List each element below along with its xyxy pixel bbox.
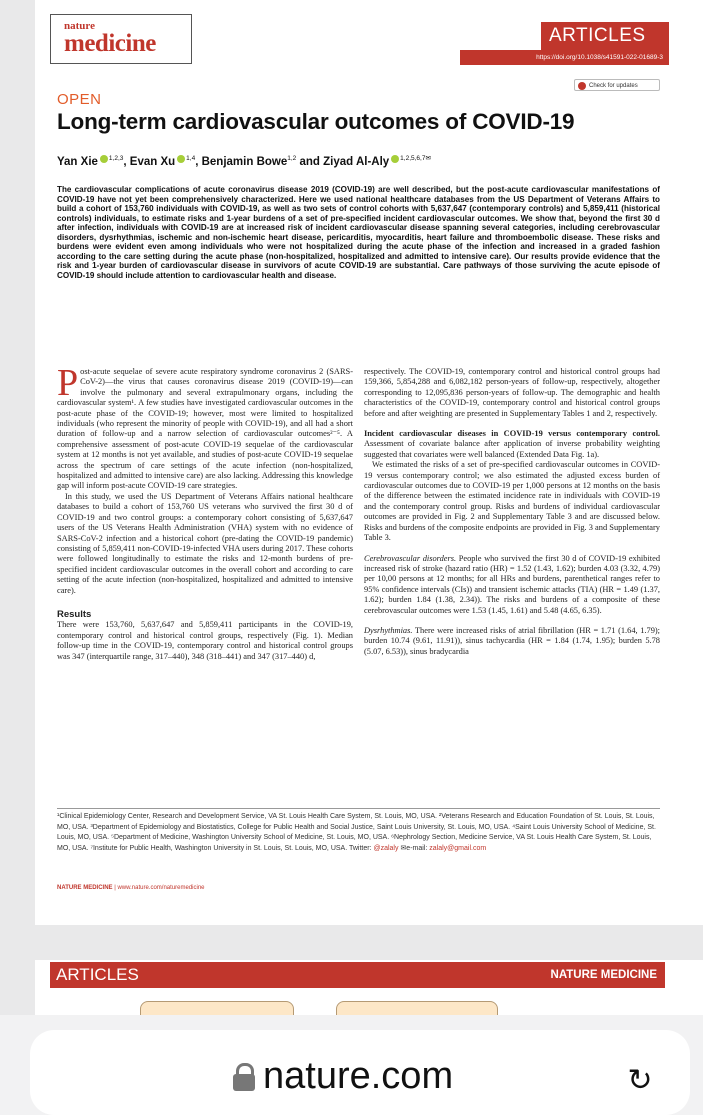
orcid-icon[interactable] <box>391 155 399 163</box>
body-paragraph: People who survived the first 30 d of COVID-19 exhibited increased risk of stroke (hazard ratio (HR) = 1.52 (1.43, 1.62); burden 4.03 (3.32, 4.79) per 10,00 persons at 12 months; for all HRs and burdens, parenthetical ranges refer to 95% confidence intervals (CIs)) and transient ischemic attacks (TIA) (HR = 1.49 (1.37, 1.62); burden 1.84 (1.38, 2.34)). The risks and burdens of a composite of these cerebrovascular outcomes were 1.53 (1.45, 1.61) and 5.48 (4.65, 6.35). <box>364 553 661 615</box>
drop-cap: P <box>57 362 79 404</box>
next-page-header <box>50 962 665 988</box>
check-updates-label: Check for updates <box>589 83 638 89</box>
author-affiliation: 1,2,5,6,7✉ <box>400 155 431 162</box>
lock-icon <box>233 1063 255 1091</box>
url-text[interactable]: nature.com <box>263 1055 454 1097</box>
body-column-left <box>57 362 353 662</box>
affiliations <box>57 812 660 855</box>
check-updates-button[interactable] <box>574 79 660 91</box>
section-heading-results: Results <box>57 608 92 620</box>
email-link[interactable]: zalaly@gmail.com <box>429 845 487 853</box>
author-name[interactable]: Benjamin Bowe <box>201 155 288 168</box>
author-list <box>57 154 431 168</box>
next-page-journal: NATURE MEDICINE <box>550 969 657 981</box>
footer-url[interactable]: | www.nature.com/naturemedicine <box>112 885 205 891</box>
author-name[interactable]: Ziyad Al-Aly <box>323 155 390 168</box>
author-affiliation: 1,2 <box>287 155 297 162</box>
affiliations-text: ¹Clinical Epidemiology Center, Research and Development Service, VA St. Louis Health Care System, St. Louis, MO, USA. ²Veterans Research and Education Foundation of St. Louis, St. Louis, MO, USA. ³Department of Epidemiology and Biostatistics, College for Public Health and Social Justice, Saint Louis University, St. Louis, MO, USA. ⁴Saint Louis University School of Medicine, St. Louis, MO, USA. ⁵Department of Medicine, Washington University School of Medicine, St. Louis, MO, USA. ⁶Nephrology Section, Medicine Service, VA St. Louis Health Care System, St. Louis, MO, USA. ⁷Institute for Public Health, Washington University in St. Louis, St. Louis, MO, USA. Twitter: <box>57 813 656 853</box>
body-paragraph: There were 153,760, 5,637,647 and 5,859,411 participants in the COVID-19, contemporary control and historical control groups, respectively (Fig. 1). Median follow-up time in the COVID-19, contemporary control and historical control groups was 347 (interquartile range, 317–440), 348 (318–441) and 347 (317–440) d, <box>57 620 353 661</box>
body-paragraph: In this study, we used the US Department of Veterans Affairs national healthcare databases to build a cohort of 153,760 US veterans who survived the first 30 d of COVID-19 and two control groups: a contemporary cohort consisting of 5,637,647 users of the US Veterans Health Administration (VHA) system with no evidence of SARS-CoV-2 infection and a historical cohort (pre-dating the COVID-19 pandemic) consisting of 5,859,411 non-COVID-19-infected VHA users during 2017. These cohorts were followed longitudinally to estimate the risks and 12-month burdens of pre-specified incident cardiovascular outcomes in the overall cohort and according to care setting of the acute infection (non-hospitalized, hospitalized and admitted to intensive care). <box>57 491 353 595</box>
body-paragraph: respectively. The COVID-19, contemporary control and historical control groups had 159,366, 5,854,288 and 6,082,182 person-years of follow-up, respectively, altogether corresponding to 12,095,836 person-years of follow-up. The demographic and health characteristics of the COVID-19, contemporary control and historical control groups before and after weighting are presented in Supplementary Tables 1 and 2, respectively. <box>364 367 660 418</box>
subsection-heading: Dysrhythmias. <box>364 625 413 635</box>
subsection-heading: Incident cardiovascular diseases in COVID-19 versus contemporary control. <box>364 429 660 439</box>
journal-logo[interactable] <box>50 14 192 64</box>
author-name[interactable]: Evan Xu <box>129 155 176 168</box>
footnote-divider <box>57 808 660 809</box>
author-affiliation: 1,4 <box>186 155 196 162</box>
open-access-label: OPEN <box>57 91 102 108</box>
footer-journal: NATURE MEDICINE <box>57 885 113 891</box>
logo-bottom: medicine <box>64 30 156 57</box>
author-separator: and <box>296 155 324 168</box>
abstract: The cardiovascular complications of acute coronavirus disease 2019 (COVID-19) are well described, but the post-acute cardiovascular manifestations of COVID-19 have not yet been comprehensively characterized. Here we used national healthcare databases from the US Department of Veterans Affairs to build a cohort of 153,760 individuals with COVID-19, as well as two sets of control cohorts with 5,637,647 (contemporary controls) and 5,859,411 (historical controls) individuals, to estimate risks and 1-year burdens of a set of pre-specified incident cardiovascular outcomes. We show that, beyond the first 30 d after infection, individuals with COVID-19 are at increased risk of incident cardiovascular disease spanning several categories, including cerebrovascular disorders, dysrhythmias, ischemic and non-ischemic heart disease, pericarditis, myocarditis, heart failure and thromboembolic disease. These risks and burdens were evident even among individuals who were not hospitalized during the acute phase of the infection and increased in a graded fashion according to the care setting during the acute phase (non-hospitalized, hospitalized and admitted to intensive care). Our results provide evidence that the risk and 1-year burden of cardiovascular disease in survivors of acute COVID-19 are substantial. Care pathways of those surviving the acute episode of COVID-19 should include attention to cardiovascular health and disease. <box>57 185 660 280</box>
subsection-heading: Cerebrovascular disorders. <box>364 553 457 563</box>
author-affiliation: 1,2,3 <box>108 155 124 162</box>
next-page-section: ARTICLES <box>56 965 139 984</box>
author-name[interactable]: Yan Xie <box>57 155 98 168</box>
body-paragraph: There were increased risks of atrial fibrillation (HR = 1.71 (1.64, 1.79); burden 10.74 (9.61, 11.91)), sinus tachycardia (HR = 1.84 (1.74, 1.95); burden 5.78 (5.07, 6.53)), sinus bradycardia <box>364 625 660 656</box>
twitter-link[interactable]: @zalaly <box>373 845 399 853</box>
author-separator: , <box>195 155 202 168</box>
logo-top: nature <box>64 20 95 32</box>
body-paragraph: We estimated the risks of a set of pre-specified cardiovascular outcomes in COVID-19 versus contemporary control; we also estimated the adjusted excess burden of cardiovascular outcomes due to COVID-19 per 1,000 persons at 12 months on the basis of the difference between the estimated incidence rate in individuals with COVID-19 and the contemporary control group. Risks and burdens of individual cardiovascular outcomes are provided in Fig. 2 and Supplementary Table 3 and are discussed below. Risks and burdens of the composite endpoints are provided in Fig. 3 and Supplementary Table 3. <box>364 460 660 543</box>
page-footer <box>57 885 205 891</box>
author-separator: , <box>123 155 130 168</box>
page-gap <box>0 925 703 960</box>
body-paragraph: Assessment of covariate balance after application of inverse probability weighting suggested that covariates were well balanced (Extended Data Fig. 1a). <box>364 439 660 459</box>
orcid-icon[interactable] <box>177 155 185 163</box>
email-label: ✉e-mail: <box>398 845 430 853</box>
section-badge: ARTICLES <box>541 22 669 50</box>
article-title: Long-term cardiovascular outcomes of COVID-19 <box>57 109 575 134</box>
reload-icon[interactable]: ↻ <box>627 1063 653 1098</box>
orcid-icon[interactable] <box>100 155 108 163</box>
body-paragraph: ost-acute sequelae of severe acute respiratory syndrome coronavirus 2 (SARS-CoV-2)—the virus that causes coronavirus disease 2019 (COVID-19)—can involve the pulmonary and several extrapulmonary organs, including the cardiovascular system¹. A few studies have investigated cardiovascular outcomes in the post-acute phase of the COVID-19; however, most were limited to hospitalized individuals (who represent the minority of people with COVID-19), and all had a short duration of follow-up and a narrow selection of cardiovascular outcomes²⁻⁵. A comprehensive assessment of post-acute COVID-19 sequelae of the cardiovascular system at 12 months is not yet available, and studies of post-acute COVID-19 sequelae across the spectrum of care settings of the acute infection (non-hospitalized, hospitalized and admitted to intensive care) are also lacking. Addressing this knowledge gap will inform post-acute COVID-19 care strategies. <box>57 367 353 491</box>
body-column-right <box>364 367 660 657</box>
doi-link[interactable]: https://doi.org/10.1038/s41591-022-01689-3 <box>460 50 669 65</box>
crossmark-icon <box>578 82 586 90</box>
